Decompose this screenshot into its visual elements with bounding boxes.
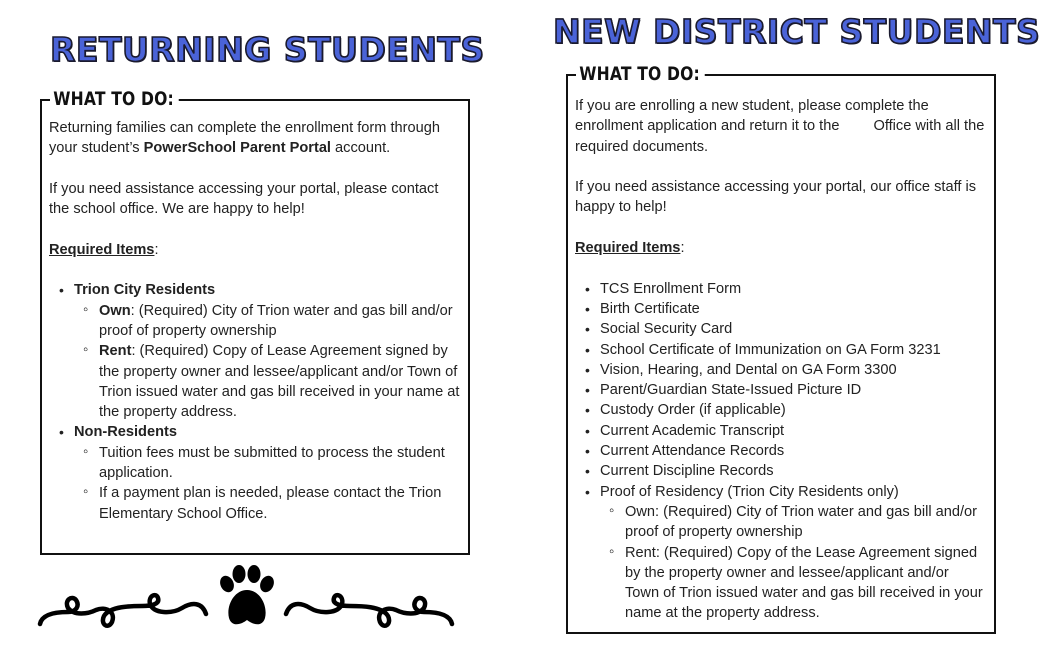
list-item: • Custody Order (if applicable) (575, 400, 986, 420)
sub-item-own (74, 301, 460, 342)
sub-item-payment-plan: ◦ If a payment plan is needed, please contact the Trion Elementary School Office. (74, 483, 460, 524)
required-items-heading (49, 240, 460, 260)
required-items-label: Required Items (49, 241, 155, 258)
list-item: • Current Discipline Records (575, 461, 986, 481)
required-items-heading (575, 238, 986, 258)
group-label: Non-Residents (74, 424, 177, 441)
sub-item-tuition: ◦ Tuition fees must be submitted to process the student application. (74, 443, 460, 484)
new-students-required-list (575, 279, 986, 624)
list-item-proof-of-residency (575, 482, 986, 624)
residency-label: Proof of Residency (Trion City Residents only) (600, 483, 899, 500)
list-item: • Current Academic Transcript (575, 421, 986, 441)
returning-students-title: RETURNING STUDENTS (50, 30, 485, 69)
group-label: Trion City Residents (74, 282, 216, 299)
assistance-text: If you need assistance accessing your portal, our office staff is happy to help! (575, 179, 977, 216)
assistance-text: If you need assistance accessing your portal, please contact the school office. We are happy to help! (49, 180, 439, 218)
colon: : (680, 240, 685, 257)
returning-intro (49, 118, 460, 159)
list-item: • Vision, Hearing, and Dental on GA Form 3300 (575, 360, 986, 380)
list-item: • TCS Enrollment Form (575, 279, 986, 299)
own-label: Own (99, 302, 131, 319)
intro-text: If you are enrolling a new student, please complete the enrollment application and return it to the (575, 98, 929, 135)
new-students-what-to-do-box (566, 63, 996, 634)
list-item: • Social Security Card (575, 319, 986, 339)
returning-box-body (49, 118, 460, 524)
what-to-do-label: WHAT TO DO: (50, 86, 179, 112)
new-students-intro (575, 96, 986, 157)
intro-text-end: Office with all the required documents. (575, 118, 985, 155)
list-item-trion-residents (49, 280, 460, 422)
what-to-do-label: WHAT TO DO: (576, 61, 705, 87)
intro-text-end: account. (331, 140, 391, 157)
powerschool-portal-name: PowerSchool Parent Portal (143, 140, 331, 157)
rent-text: : (Required) Copy of Lease Agreement signed by the property owner and lessee/applicant and/or Town of Trion issued water and gas bill received in your name at the property address. (99, 343, 460, 421)
new-students-box-body (575, 96, 986, 624)
sub-item-rent: ◦ Rent: (Required) Copy of the Lease Agreement signed by the property owner and lessee/applicant and/or Town of Trion issued water and gas bill received in your name at the property address. (600, 543, 986, 624)
colon: : (154, 241, 159, 258)
list-item: • School Certificate of Immunization on GA Form 3231 (575, 340, 986, 360)
sub-item-own: ◦ Own: (Required) City of Trion water and gas bill and/or proof of property ownership (600, 502, 986, 543)
intro-text: Returning families can complete the enrollment form through your student’s (49, 120, 440, 157)
sub-item-rent (74, 341, 460, 422)
list-item: • Birth Certificate (575, 299, 986, 319)
returning-required-list (49, 280, 460, 524)
list-item: • Current Attendance Records (575, 441, 986, 461)
paw-print-flourish-icon (36, 562, 456, 637)
returning-what-to-do-box (40, 88, 470, 555)
required-items-label: Required Items (575, 240, 681, 257)
new-district-students-title: NEW DISTRICT STUDENTS (553, 12, 1040, 51)
own-text: : (Required) City of Trion water and gas bill and/or proof of property ownership (99, 302, 453, 339)
list-item: • Parent/Guardian State-Issued Picture ID (575, 380, 986, 400)
rent-label: Rent (99, 343, 132, 360)
list-item-non-residents (49, 422, 460, 523)
